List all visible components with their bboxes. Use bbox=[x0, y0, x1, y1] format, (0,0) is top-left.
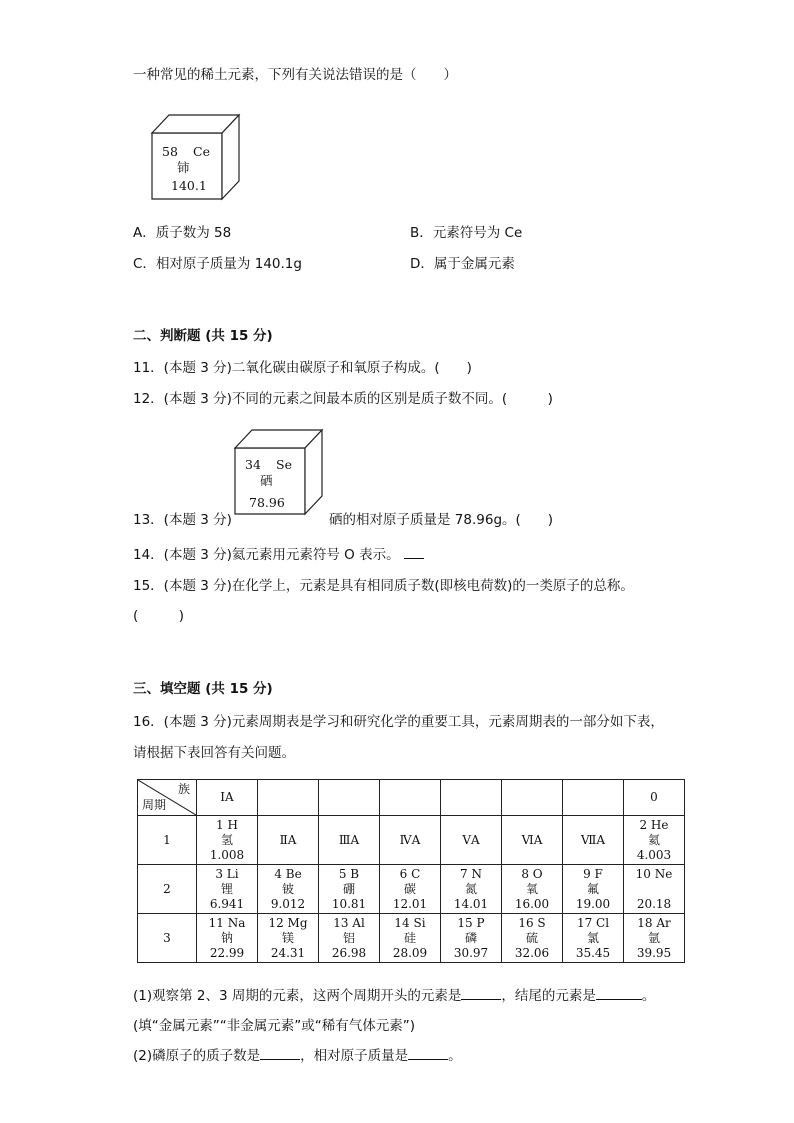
header-cell bbox=[441, 780, 502, 816]
element-cell bbox=[563, 914, 624, 963]
cell-line: ⅥA bbox=[521, 832, 543, 847]
cell-mass: 9.012 bbox=[270, 896, 306, 911]
cell-name: 镁 bbox=[281, 930, 294, 945]
option-b[interactable]: B．元素符号为 Ce bbox=[410, 225, 523, 241]
element-symbol: Ce bbox=[193, 144, 210, 159]
cell-line: ⅤA bbox=[462, 832, 480, 847]
cell-mass: 19.00 bbox=[575, 896, 611, 911]
header-cell: ⅠA bbox=[197, 780, 258, 816]
element-cell bbox=[319, 816, 380, 865]
question-13-suffix: 硒的相对原子质量是 78.96g。( ) bbox=[329, 512, 554, 528]
element-cell bbox=[197, 865, 258, 914]
element-cell bbox=[441, 865, 502, 914]
cell-name: 硅 bbox=[403, 930, 416, 945]
cell-line: ⅦA bbox=[580, 832, 606, 847]
cell-mass: 24.31 bbox=[270, 945, 306, 960]
cerium-element-box bbox=[150, 113, 242, 201]
part-1-hint: (填“金属元素”“非金属元素”或“稀有气体元素”) bbox=[133, 1018, 415, 1034]
cell-name: 氧 bbox=[525, 881, 538, 896]
cell-line: 7 N bbox=[460, 866, 482, 881]
question-13-prefix: 13．(本题 3 分) bbox=[133, 512, 232, 528]
element-cell bbox=[563, 865, 624, 914]
period-cell: 1 bbox=[138, 816, 197, 865]
cell-line: 6 C bbox=[399, 866, 421, 881]
cell-mass: 22.99 bbox=[209, 945, 245, 960]
element-symbol: Se bbox=[276, 457, 292, 472]
header-cell bbox=[502, 780, 563, 816]
answer-blank[interactable] bbox=[408, 1047, 448, 1060]
answer-blank[interactable] bbox=[461, 987, 501, 1000]
question-16-line1: 16．(本题 3 分)元素周期表是学习和研究化学的重要工具，元素周期表的一部分如下表， bbox=[133, 714, 664, 730]
cell-line: 3 Li bbox=[215, 866, 239, 881]
cell-name: 氩 bbox=[647, 930, 660, 945]
cell-line: ⅣA bbox=[399, 832, 421, 847]
cell-mass: 16.00 bbox=[514, 896, 550, 911]
header-cell bbox=[563, 780, 624, 816]
cell-name: 硼 bbox=[342, 881, 355, 896]
element-cell bbox=[563, 816, 624, 865]
element-cell bbox=[441, 914, 502, 963]
q10-stem: 一种常见的稀土元素，下列有关说法错误的是（ ） bbox=[133, 67, 457, 83]
cell-line: 10 Ne bbox=[635, 866, 673, 881]
period-cell: 2 bbox=[138, 865, 197, 914]
question-14: 14．(本题 3 分)氦元素用元素符号 O 表示。 bbox=[133, 546, 424, 564]
element-number: 58 bbox=[162, 144, 178, 159]
cell-line: 17 Cl bbox=[576, 915, 610, 930]
cell-mass: 20.18 bbox=[636, 896, 672, 911]
cell-name: 氦 bbox=[647, 832, 660, 847]
answer-blank[interactable] bbox=[596, 987, 642, 1000]
cell-line: ⅢA bbox=[338, 832, 360, 847]
element-cell bbox=[624, 865, 685, 914]
cell-line: 16 S bbox=[518, 915, 546, 930]
element-cell bbox=[319, 865, 380, 914]
cell-name: 铍 bbox=[281, 881, 294, 896]
option-c[interactable]: C．相对原子质量为 140.1g bbox=[133, 256, 302, 272]
cell-line: 2 He bbox=[639, 817, 669, 832]
element-cell bbox=[624, 816, 685, 865]
cell-mass: 14.01 bbox=[453, 896, 489, 911]
element-cell bbox=[380, 865, 441, 914]
header-cell bbox=[258, 780, 319, 816]
question-15-line2: ( ) bbox=[133, 608, 185, 624]
table-row bbox=[138, 865, 685, 914]
element-cell bbox=[258, 914, 319, 963]
question-12: 12．(本题 3 分)不同的元素之间最本质的区别是质子数不同。( ) bbox=[133, 391, 553, 407]
question-16-line2: 请根据下表回答有关问题。 bbox=[133, 745, 295, 761]
cell-mass: 39.95 bbox=[636, 945, 672, 960]
cell-name: 硫 bbox=[525, 930, 538, 945]
cell-mass: 6.941 bbox=[209, 896, 245, 911]
answer-blank[interactable] bbox=[260, 1047, 300, 1060]
cell-mass: 1.008 bbox=[209, 847, 245, 862]
cell-name: 氮 bbox=[464, 881, 477, 896]
element-name: 铈 bbox=[177, 160, 190, 175]
option-d[interactable]: D．属于金属元素 bbox=[410, 256, 515, 272]
cell-line: 11 Na bbox=[208, 915, 246, 930]
cell-mass: 4.003 bbox=[636, 847, 672, 862]
cell-name bbox=[624, 882, 684, 897]
element-cell bbox=[441, 816, 502, 865]
element-cell bbox=[502, 914, 563, 963]
element-cell bbox=[624, 914, 685, 963]
cell-name: 氟 bbox=[586, 881, 599, 896]
cell-name: 铝 bbox=[342, 930, 355, 945]
cell-name: 碳 bbox=[403, 881, 416, 896]
selenium-element-box bbox=[233, 428, 325, 516]
cell-name: 锂 bbox=[220, 881, 233, 896]
cell-line: 4 Be bbox=[274, 866, 302, 881]
question-15-line1: 15．(本题 3 分)在化学上，元素是具有相同质子数(即核电荷数)的一类原子的总称。 bbox=[133, 578, 634, 594]
table-row bbox=[138, 816, 685, 865]
element-cell bbox=[380, 816, 441, 865]
element-cell bbox=[502, 816, 563, 865]
cell-name: 钠 bbox=[220, 930, 233, 945]
header-cell bbox=[380, 780, 441, 816]
cell-line: 18 Ar bbox=[637, 915, 671, 930]
element-cell bbox=[197, 914, 258, 963]
part-1-question: (1)观察第 2、3 周期的元素，这两个周期开头的元素是 ，结尾的元素是 。 bbox=[133, 988, 656, 1004]
table-header-row bbox=[138, 780, 685, 816]
cell-mass: 26.98 bbox=[331, 945, 367, 960]
element-cell bbox=[258, 865, 319, 914]
cell-line: 14 Si bbox=[394, 915, 426, 930]
cell-line: 12 Mg bbox=[268, 915, 308, 930]
element-mass: 78.96 bbox=[249, 495, 285, 510]
period-cell: 3 bbox=[138, 914, 197, 963]
cell-line: 8 O bbox=[521, 866, 543, 881]
question-11: 11．(本题 3 分)二氧化碳由碳原子和氧原子构成。( ) bbox=[133, 360, 472, 376]
header-cell: 0 bbox=[624, 780, 685, 816]
element-number: 34 bbox=[245, 457, 261, 472]
cell-line: 13 Al bbox=[333, 915, 365, 930]
table-corner-cell: 族 周期 bbox=[138, 780, 197, 816]
cell-line: 9 F bbox=[583, 866, 603, 881]
cell-mass: 32.06 bbox=[514, 945, 550, 960]
table-body bbox=[138, 816, 685, 963]
element-cell bbox=[319, 914, 380, 963]
element-cell bbox=[258, 816, 319, 865]
element-mass: 140.1 bbox=[171, 178, 207, 193]
cell-mass: 30.97 bbox=[453, 945, 489, 960]
answer-blank[interactable] bbox=[404, 546, 424, 559]
periodic-table bbox=[137, 779, 685, 963]
section-3-title: 三、填空题 (共 15 分) bbox=[133, 681, 273, 697]
element-cell bbox=[380, 914, 441, 963]
element-name: 硒 bbox=[260, 473, 273, 488]
cell-mass: 12.01 bbox=[392, 896, 428, 911]
cell-line: 15 P bbox=[457, 915, 485, 930]
header-cell bbox=[319, 780, 380, 816]
table-row bbox=[138, 914, 685, 963]
cell-name: 氢 bbox=[220, 832, 233, 847]
cell-mass: 10.81 bbox=[331, 896, 367, 911]
option-a[interactable]: A．质子数为 58 bbox=[133, 225, 232, 241]
cell-mass: 28.09 bbox=[392, 945, 428, 960]
cell-line: ⅡA bbox=[279, 832, 297, 847]
cell-line: 5 B bbox=[338, 866, 360, 881]
cell-line: 1 H bbox=[216, 817, 238, 832]
cell-mass: 35.45 bbox=[575, 945, 611, 960]
cell-name: 氯 bbox=[586, 930, 599, 945]
element-cell bbox=[502, 865, 563, 914]
section-2-title: 二、判断题 (共 15 分) bbox=[133, 328, 273, 344]
cell-name: 磷 bbox=[464, 930, 477, 945]
part-2-question: (2)磷原子的质子数是 ，相对原子质量是 。 bbox=[133, 1048, 462, 1064]
element-cell bbox=[197, 816, 258, 865]
